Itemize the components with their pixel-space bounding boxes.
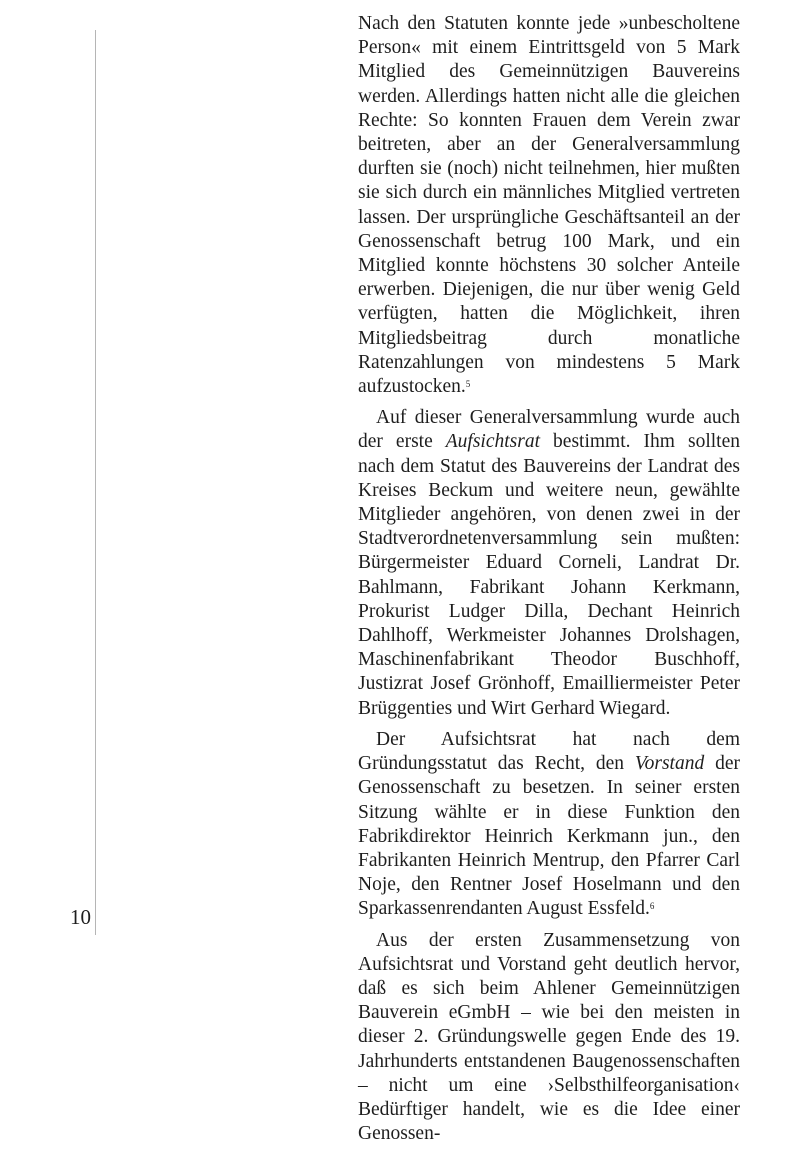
paragraph-text: bestimmt. Ihm sollten nach dem Statut des Bauvereins der Landrat des Kreises Beckum und weitere neun, gewählte Mitglieder angehören, von denen zwei in der Stadtverordnetenversammlung sein mußten: Bürgermeister Eduard Corneli, Landrat Dr. Bahlmann, Fabrikant Johann Kerkmann, Prokurist Ludger Dilla, Dechant Heinrich Dahlhoff, Werkmeister Johannes Drolshagen, Maschinenfabrikant Theodor Buschhoff, Justizrat Josef Grönhoff, Emailliermeister Peter Brüggenties und Wirt Gerhard Wiegard. [358, 431, 740, 719]
paragraph [358, 406, 740, 721]
emphasized-term: Vorstand [634, 753, 705, 775]
page-number: 10 [70, 905, 91, 929]
margin-rule [95, 30, 96, 935]
footnote-marker: 6 [649, 901, 655, 912]
body-text [358, 12, 740, 1153]
paragraph-text: Nach den Statuten konnte jede »unbescholtene Person« mit einem Eintrittsgeld von 5 Mark Mitglied des Gemeinnützigen Bauvereins werden. Allerdings hatten nicht alle die gleichen Rechte: So konnten Frauen dem Verein zwar beitreten, aber an der Generalversammlung durften sie (noch) nicht teilnehmen, hier mußten sie sich durch ein männliches Mitglied vertreten lassen. Der ursprüngliche Geschäftsanteil an der Genossenschaft betrug 100 Mark, und ein Mitglied konnte höchstens 30 solcher Anteile erwerben. Diejenigen, die nur über wenig Geld verfügten, hatten die Möglichkeit, ihren Mitgliedsbeitrag durch monatliche Ratenzahlungen von mindestens 5 Mark aufzustocken. [358, 13, 740, 398]
paragraph [358, 929, 740, 1147]
paragraph-text: Aus der ersten Zusammensetzung von Aufsichtsrat und Vorstand geht deutlich hervor, daß es sich beim Ahlener Gemeinnützigen Bauverein eGmbH – wie bei den meisten in dieser 2. Gründungswelle gegen Ende des 19. Jahrhunderts entstandenen Baugenossenschaften – nicht um eine ›Selbsthilfeorganisation‹ Bedürftiger handelt, wie es die Idee einer Genossen- [358, 929, 740, 1145]
paragraph [358, 12, 740, 399]
paragraph-text: Der Aufsichtsrat hat nach dem Gründungsstatut das Recht, den [358, 728, 740, 775]
paragraph-text: der Genossenschaft zu besetzen. In seiner ersten Sitzung wählte er in diese Funktion den Fabrikdirektor Heinrich Kerkmann jun., den Fabrikanten Heinrich Mentrup, den Pfarrer Carl Noje, den Rentner Josef Hoselmann und den Sparkassenrendanten August Essfeld. [358, 753, 740, 920]
footnote-marker: 5 [465, 379, 471, 390]
paragraph [358, 728, 740, 922]
emphasized-term: Aufsichtsrat [445, 431, 541, 453]
paragraph-text: Auf dieser Generalversammlung wurde auch der erste [358, 407, 740, 453]
